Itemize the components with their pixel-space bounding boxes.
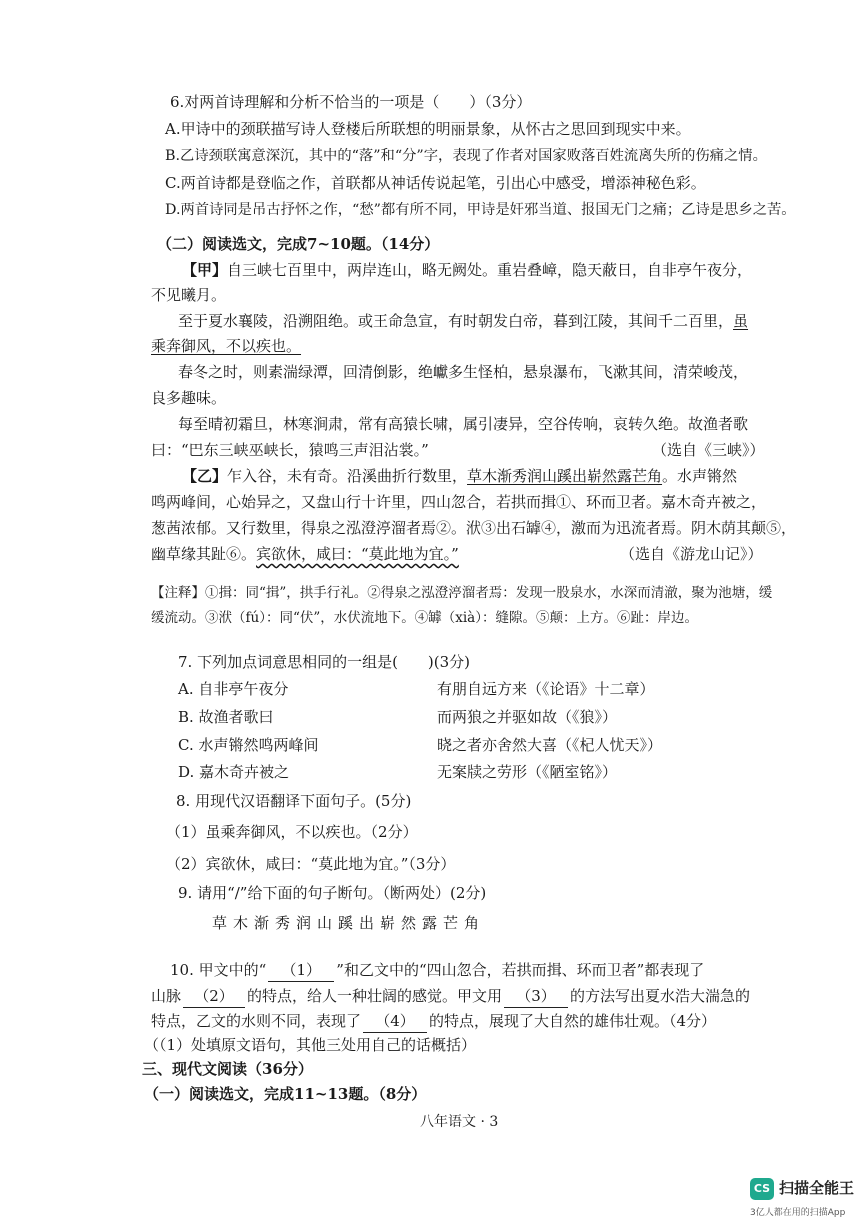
- q10-l3a: 特点，乙文的水则不同，表现了: [151, 1012, 362, 1030]
- q10-instruction: （（1）处填原文语句，其他三处用自己的话概括）: [144, 1036, 477, 1054]
- yi-tag: 【乙】: [182, 467, 228, 485]
- yi-line-4: [151, 543, 459, 565]
- q10-l3b: 的特点，展现了大自然的雄伟壮观。（4分）: [429, 1012, 717, 1030]
- jia-line-6: 良多趣味。: [151, 389, 227, 407]
- jia-line-1: [182, 259, 752, 281]
- jia-p1a: 自三峡七百里中，两岸连山，略无阙处。重岩叠嶂，隐天蔽日，自非亭午夜分，: [227, 261, 753, 279]
- q7-row-b-left: B. 故渔者歌曰: [178, 708, 274, 726]
- q10-blank-1[interactable]: （1）: [268, 959, 334, 982]
- q6-option-d: D.两首诗同是吊古抒怀之作，“愁”都有所不同，甲诗是奸邪当道、报国无门之痛；乙诗是思乡之苦。: [165, 202, 796, 218]
- q8-sentence-2: （2）宾欲休，咸曰：“莫此地为宜。”（3分）: [166, 855, 456, 873]
- q7-row-a-right: 有朋自远方来（《论语》十二章）: [437, 680, 655, 698]
- yi-p1d-underlined: 宾欲休，咸曰：“莫此地为宜。”: [256, 545, 459, 563]
- yi-line-3: 葱茜浓郁。又行数里，得泉之泓澄渟溜者焉②。洑③出石罅④，激而为迅流者焉。阴木荫其颠⑤，: [151, 519, 797, 537]
- q7-row-a-left: A. 自非亭午夜分: [178, 680, 289, 698]
- q6-option-b: B.乙诗颈联寓意深沉，其中的“落”和“分”字，表现了作者对国家败落百姓流离失所的伤痛之情。: [165, 148, 767, 164]
- yi-p1a-underlined: 草木渐秀润山蹊出崭然露芒角: [467, 467, 663, 485]
- section2-heading: （二）阅读选文，完成7~10题。（14分）: [157, 235, 440, 253]
- yi-p1a-pre: 乍入谷，未有奇。沿溪曲折行数里，: [227, 467, 468, 485]
- q10-a2: ”和乙文中的“四山忽合，若拱而揖、环而卫者”都表现了: [336, 961, 705, 979]
- scanner-watermark: [746, 1175, 861, 1225]
- q9-sentence: 草木渐秀润山蹊出崭然露芒角: [212, 914, 486, 932]
- q10-line-1: [170, 959, 704, 982]
- jia-p2a-underlined: 虽: [733, 312, 749, 330]
- q7-row-c-left: C. 水声锵然鸣两峰间: [178, 736, 319, 754]
- section3-heading: 三、现代文阅读（36分）: [142, 1060, 313, 1078]
- jia-line-7: 每至晴初霜旦，林寒涧肃，常有高猿长啸，属引凄异，空谷传响，哀转久绝。故渔者歌: [178, 415, 749, 433]
- q10-blank-2[interactable]: （2）: [183, 985, 245, 1008]
- yi-line-1: [182, 465, 737, 487]
- page-footer: 八年语文 · 3: [420, 1114, 499, 1130]
- q6-option-c: C.两首诗都是登临之作，首联都从神话传说起笔，引出心中感受，增添神秘色彩。: [165, 174, 706, 192]
- q10-l2c: 的方法写出夏水浩大湍急的: [570, 987, 751, 1005]
- q10-l2a: 山脉: [151, 987, 182, 1005]
- jia-line-5: 春冬之时，则素湍绿潭，回清倒影，绝巘多生怪柏，悬泉瀑布，飞漱其间，清荣峻茂，: [178, 363, 749, 381]
- jia-line-2: 不见曦月。: [151, 286, 227, 304]
- q7-row-b-right: 而两狼之并驱如故（《狼》）: [437, 708, 618, 726]
- notes-line-2: 缓流动。③洑（fú）：同“伏”，水伏流地下。④罅（xià）：缝隙。⑤颠：上方。⑥趾：岸边。: [151, 610, 698, 626]
- watermark-name: 扫描全能王: [779, 1179, 855, 1197]
- q10-blank-3[interactable]: （3）: [504, 985, 568, 1008]
- jia-source: （选自《三峡》）: [652, 441, 765, 459]
- jia-line-8: 曰：“巴东三峡巫峡长，猿鸣三声泪沾裳。”: [151, 441, 429, 459]
- q10-l2b: 的特点，给人一种壮阔的感觉。甲文用: [247, 987, 503, 1005]
- yi-source: （选自《游龙山记》）: [620, 545, 763, 563]
- camscanner-logo-icon: CS: [750, 1178, 774, 1200]
- q10-line-3: [151, 1010, 716, 1033]
- yi-line-2: 鸣两峰间，心始异之，又盘山行十许里，四山忽合，若拱而揖①、环而卫者。嘉木奇卉被之，: [151, 493, 767, 511]
- jia-line-3: [178, 310, 748, 332]
- q8-sentence-1: （1）虽乘奔御风，不以疾也。（2分）: [166, 823, 418, 841]
- q6-stem: 6.对两首诗理解和分析不恰当的一项是（ ）（3分）: [170, 93, 532, 111]
- yi-p1a-post: 。水声锵然: [662, 467, 738, 485]
- yi-p1d-pre: 幽草缘其趾⑥。: [151, 545, 257, 563]
- q10-line-2: [151, 985, 750, 1008]
- q9-stem: 9. 请用“/”给下面的句子断句。（断两处）(2分): [178, 884, 487, 902]
- q7-stem: 7. 下列加点词意思相同的一组是( )(3分): [178, 653, 471, 671]
- watermark-subtitle: 3亿人都在用的扫描App: [750, 1208, 846, 1218]
- q6-option-a: A.甲诗中的颈联描写诗人登楼后所联想的明丽景象，从怀古之思回到现实中来。: [165, 120, 691, 138]
- q8-stem: 8. 用现代汉语翻译下面句子。(5分): [176, 792, 412, 810]
- jia-line-4: [151, 335, 301, 357]
- q7-row-c-right: 晓之者亦舍然大喜（《杞人忧天》）: [437, 736, 663, 754]
- q10-blank-4[interactable]: （4）: [363, 1010, 427, 1033]
- section3-sub-heading: （一）阅读选文，完成11~13题。（8分）: [144, 1085, 427, 1103]
- jia-p2b-underlined: 乘奔御风，不以疾也。: [151, 337, 302, 355]
- q10-a1: 10. 甲文中的“: [170, 961, 267, 979]
- q7-row-d-right: 无案牍之劳形（《陋室铭》）: [437, 763, 618, 781]
- jia-tag: 【甲】: [182, 261, 228, 279]
- notes-line-1: 【注释】①揖：同“揖”，拱手行礼。②得泉之泓澄渟溜者焉：发现一股泉水，水深而清澈，聚为池塘，缓: [151, 585, 773, 601]
- jia-p2a: 至于夏水襄陵，沿溯阻绝。或王命急宣，有时朝发白帝，暮到江陵，其间千二百里，: [178, 312, 734, 330]
- q7-row-d-left: D. 嘉木奇卉被之: [178, 763, 290, 781]
